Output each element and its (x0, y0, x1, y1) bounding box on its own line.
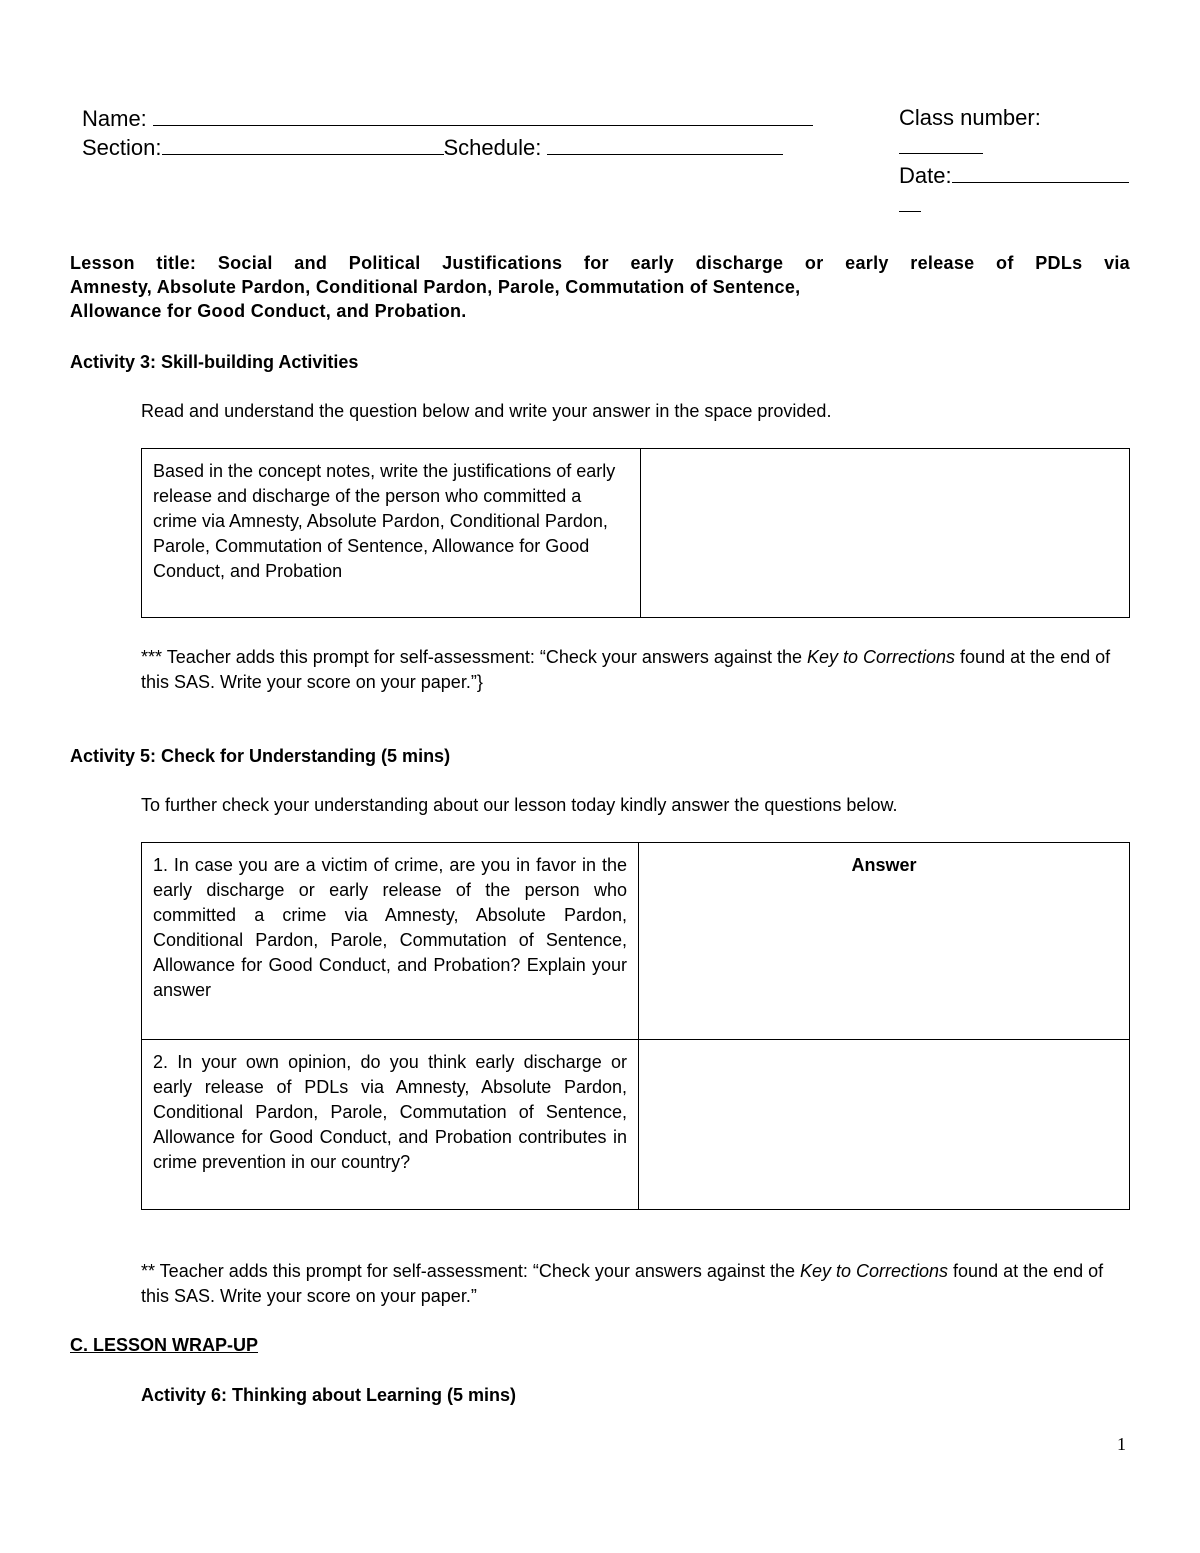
lesson-title-line-1: Lesson title: Social and Political Justifications for early discharge or early release of PDLs via (70, 253, 1130, 273)
section-row (82, 133, 813, 162)
class-number-blank[interactable] (899, 132, 983, 154)
student-info-fields (82, 104, 813, 162)
lesson-title-line-3: Allowance for Good Conduct, and Probation. (70, 301, 467, 321)
activity-3-instruction: Read and understand the question below and write your answer in the space provided. (141, 401, 832, 421)
lesson-title-line-2: Amnesty, Absolute Pardon, Conditional Pardon, Parole, Commutation of Sentence, (70, 277, 801, 297)
activity-5-question-2: 2. In your own opinion, do you think early discharge or early release of PDLs via Amnesty, Absolute Pardon, Conditional Pardon, Parole, Commutation of Sentence, Allowance for Good Conduct, and Probation contributes in crime prevention in our country? (142, 1040, 639, 1210)
schedule-label: Schedule: (443, 135, 542, 160)
activity-3-question: Based in the concept notes, write the justifications of early release and discharge of the person who committed a crime via Amnesty, Absolute Pardon, Conditional Pardon, Parole, Commutation of Sentence, Allowance for Good Conduct, and Probation (142, 449, 641, 618)
key-to-corrections-text: Key to Corrections (799, 1261, 949, 1281)
note-text-end: found at the end of this SAS. Write your score on your paper.”} (141, 647, 1111, 692)
activity-5-answer-2-cell[interactable] (639, 1040, 1130, 1210)
name-label: Name: (82, 106, 147, 131)
note-text-end: found at the end of this SAS. Write your score on your paper.” (141, 1261, 1104, 1306)
table-row (142, 449, 1130, 618)
answer-header: Answer (851, 855, 917, 875)
table-row (142, 843, 1130, 1040)
activity-3-table (141, 448, 1130, 618)
section-label: Section: (82, 135, 162, 160)
section-blank[interactable] (162, 133, 444, 155)
activity-5-question-1: 1. In case you are a victim of crime, are you in favor in the early discharge or early release of the person who committed a crime via Amnesty, Absolute Pardon, Conditional Pardon, Parole, Commutation of Sentence, Allowance for Good Conduct, and Probation? Explain your answer (142, 843, 639, 1040)
name-blank[interactable] (153, 104, 813, 126)
date-label: Date: (899, 163, 952, 188)
note-text: *** Teacher adds this prompt for self-assessment: “Check your answers against the (141, 647, 807, 667)
key-to-corrections-text: Key to Corrections (806, 647, 956, 667)
activity-3-self-assessment-note (141, 645, 1131, 695)
date-blank[interactable] (952, 161, 1129, 183)
name-row (82, 104, 813, 133)
page-number: 1 (1117, 1434, 1126, 1454)
lesson-title (70, 251, 1130, 323)
class-number-label: Class number: (899, 105, 1041, 130)
lesson-wrap-up-heading: C. LESSON WRAP-UP (70, 1335, 259, 1355)
activity-5-heading: Activity 5: Check for Understanding (5 mins) (70, 746, 451, 766)
note-text: ** Teacher adds this prompt for self-assessment: “Check your answers against the (141, 1261, 800, 1281)
date-blank-continued (899, 190, 921, 212)
activity-5-table (141, 842, 1130, 1210)
activity-3-heading: Activity 3: Skill-building Activities (70, 352, 359, 372)
table-row (142, 1040, 1130, 1210)
date-row (899, 161, 1159, 190)
activity-3-answer-cell[interactable] (641, 449, 1130, 618)
answer-header-cell[interactable] (639, 843, 1130, 1040)
activity-5-instruction: To further check your understanding about our lesson today kindly answer the questions below. (141, 795, 898, 815)
activity-6-heading: Activity 6: Thinking about Learning (5 mins) (141, 1385, 517, 1405)
schedule-blank[interactable] (547, 133, 783, 155)
activity-5-self-assessment-note (141, 1259, 1131, 1309)
class-info-fields (899, 104, 1159, 219)
